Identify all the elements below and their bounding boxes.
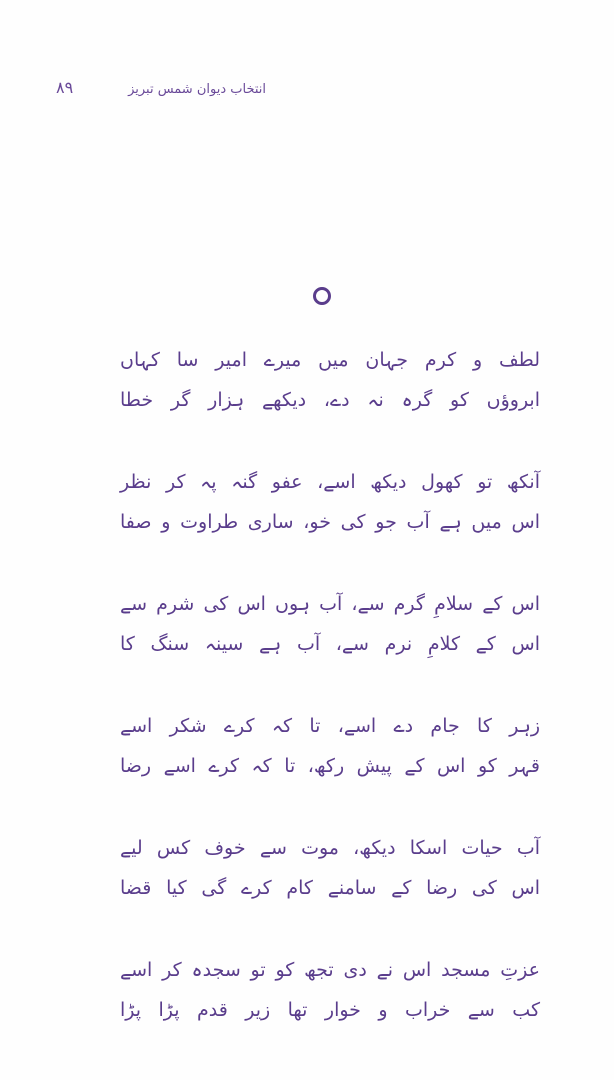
stanza	[120, 714, 540, 794]
verse-line: عزتِ مسجد اس نے دی تجھ کو تو سجدہ کر اسے	[120, 959, 540, 981]
verse-line: آنکھ تو کھول دیکھ اسے، عفو گنہ پہ کر نظر	[120, 471, 540, 493]
running-title: انتخاب دیوان شمس تبریز	[128, 82, 266, 97]
verse-line: آب حیات اسکا دیکھ، موت سے خوف کس لیے	[120, 837, 540, 859]
verse-line: قہر کو اس کے پیش رکھ، تا کہ کرے اسے رضا	[120, 755, 540, 777]
verse-line: اس میں ہے آب جو کی خو، ساری طراوت و صفا	[120, 511, 540, 533]
verse-line: کب سے خراب و خوار تھا زیر قدم پڑا پڑا	[120, 999, 540, 1021]
stanza	[120, 592, 540, 672]
page-header	[56, 78, 266, 102]
verse-line: لطف و کرم جہان میں میرے امیر سا کہاں	[120, 349, 540, 371]
stanza	[120, 836, 540, 916]
page-number: ۸۹	[56, 78, 74, 97]
verse-line: اس کے کلامِ نرم سے، آب ہے سینہ سنگ کا	[120, 633, 540, 655]
verse-line: اس کی رضا کے سامنے کام کرے گی کیا قضا	[120, 877, 540, 899]
verse-line: زہر کا جام دے اسے، تا کہ کرے شکر اسے	[120, 715, 540, 737]
stanza	[120, 958, 540, 1038]
stanza	[120, 470, 540, 550]
verse-line: ابروؤں کو گرہ نہ دے، دیکھے ہزار گر خطا	[120, 389, 540, 411]
stanza	[120, 348, 540, 428]
section-ornament-icon	[313, 287, 331, 305]
verse-line: اس کے سلامِ گرم سے، آب ہوں اس کی شرم سے	[120, 593, 540, 615]
